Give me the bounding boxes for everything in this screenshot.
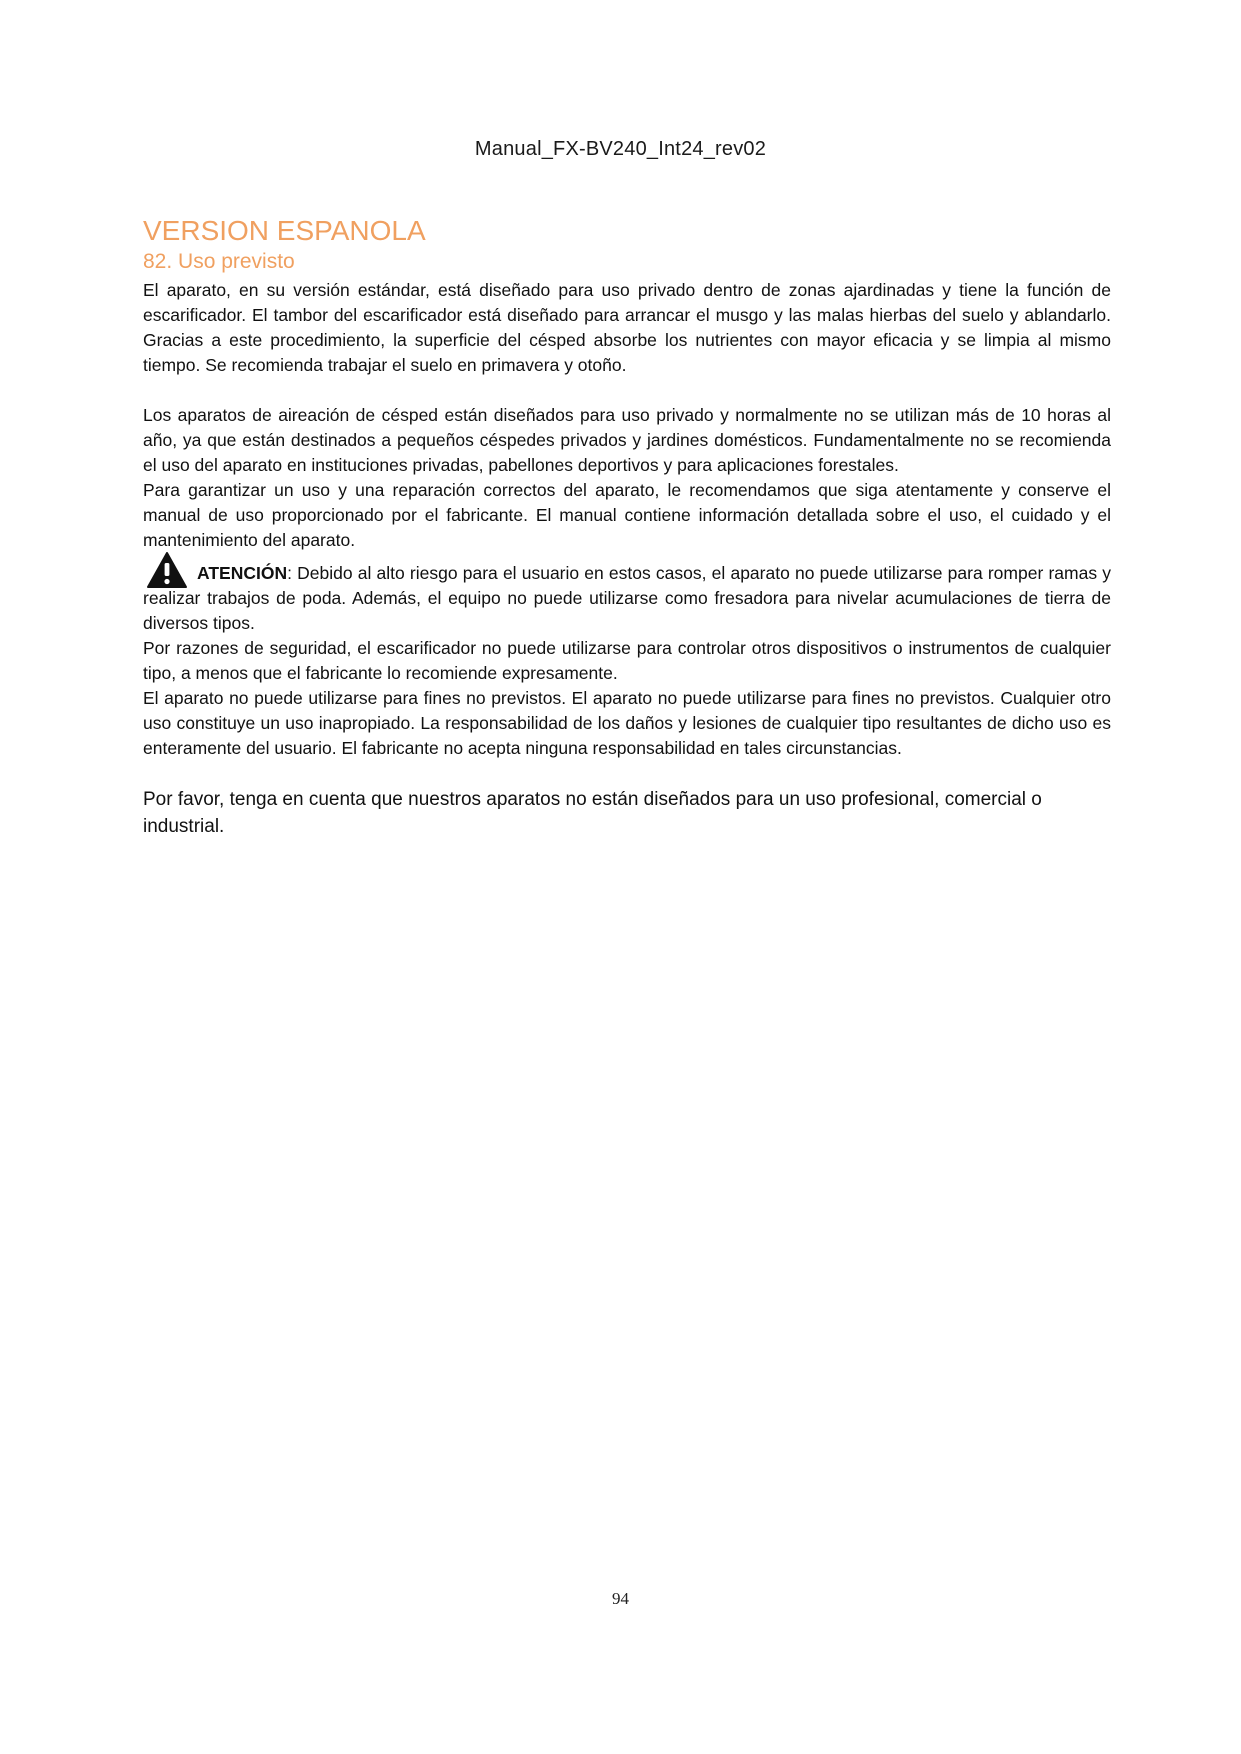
document-id-header: Manual_FX-BV240_Int24_rev02: [474, 138, 767, 160]
warning-triangle-icon: [146, 551, 188, 589]
subsection-title: 82. Uso previsto: [143, 250, 295, 273]
section-title: VERSION ESPANOLA: [143, 215, 426, 246]
manual-advice-paragraph: Para garantizar un uso y una reparación correctos del aparato, le recomendamos que siga atentamente y conserve el manual de uso proporcionado por el fabricante. El manual contiene información detallada sobre el uso, el cuidado y el mantenimiento del aparato.: [143, 480, 1111, 550]
safety-paragraph: Por razones de seguridad, el escarificador no puede utilizarse para controlar otros dispositivos o instrumentos de cualquier tipo, a menos que el fabricante lo recomiende expresamente.: [143, 638, 1111, 683]
paragraph-spacer: [143, 761, 1111, 786]
warning-block: [143, 561, 1111, 636]
warning-paragraph: [143, 561, 1111, 636]
warning-text: : Debido al alto riesgo para el usuario en estos casos, el aparato no puede utilizarse para romper ramas y realizar trabajos de poda. Además, el equipo no puede utilizarse como fresadora para nivelar acumulaciones de tierra de diversos tipos.: [143, 563, 1111, 633]
page-content: [143, 214, 1111, 840]
paragraph-spacer: [143, 378, 1111, 403]
warning-label: ATENCIÓN: [197, 563, 288, 583]
improper-use-paragraph: El aparato no puede utilizarse para fines no previstos. El aparato no puede utilizarse para fines no previstos. Cualquier otro uso constituye un uso inapropiado. La responsabilidad de los daños y lesiones de cualquier tipo resultantes de dicho uso es enteramente del usuario. El fabricante no acepta ninguna responsabilidad en tales circunstancias.: [143, 688, 1111, 758]
non-professional-notice: Por favor, tenga en cuenta que nuestros aparatos no están diseñados para un uso profesional, comercial o industrial.: [143, 789, 1042, 837]
usage-limits-paragraph: Los aparatos de aireación de césped están diseñados para uso privado y normalmente no se utilizan más de 10 horas al año, ya que están destinados a pequeños céspedes privados y jardines domésticos. Fundamentalmente no se recomienda el uso del aparato en instituciones privadas, pabellones deportivos y para aplicaciones forestales.: [143, 405, 1111, 475]
page-number: 94: [612, 1589, 629, 1608]
intro-paragraph: El aparato, en su versión estándar, está diseñado para uso privado dentro de zonas ajardinadas y tiene la función de escarificador. El tambor del escarificador está diseñado para arrancar el musgo y las malas hierbas del suelo y ablandarlo. Gracias a este procedimiento, la superficie del césped absorbe los nutrientes con mayor eficacia y se limpia al mismo tiempo. Se recomienda trabajar el suelo en primavera y otoño.: [143, 280, 1111, 375]
